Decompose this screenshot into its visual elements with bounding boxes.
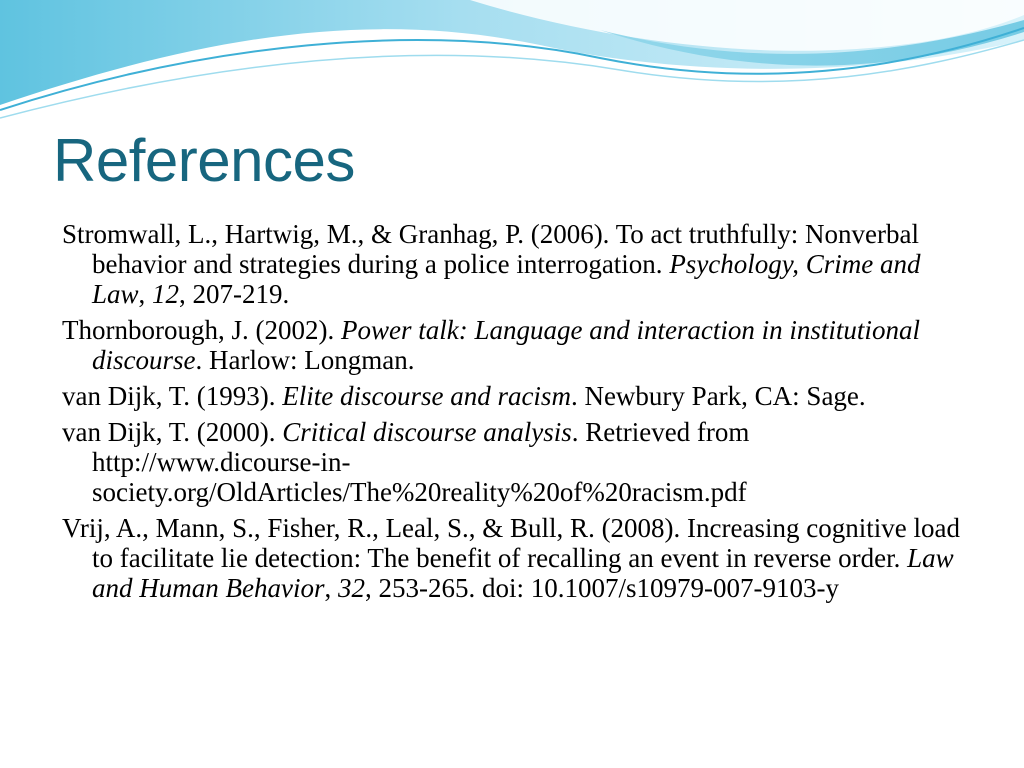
- reference-item: Thornborough, J. (2002). Power talk: Language and interaction in institutional discourse. Harlow: Longman.: [62, 315, 920, 375]
- reference-item: van Dijk, T. (1993). Elite discourse and racism. Newbury Park, CA: Sage.: [62, 381, 866, 411]
- slide-title: References: [53, 127, 355, 194]
- reference-item: Vrij, A., Mann, S., Fisher, R., Leal, S., & Bull, R. (2008). Increasing cognitive load to facilitate lie detection: The benefit of recalling an event in reverse order. Law and Human Behavior, 32, 253-265. doi: 10.1007/s10979-007-9103-y: [62, 513, 960, 603]
- references-list: [62, 219, 962, 609]
- reference-item: van Dijk, T. (2000). Critical discourse analysis. Retrieved from http://www.dicourse-in-society.org/OldArticles/The%20reality%20of%20racism.pdf: [62, 417, 750, 507]
- header-wave-decoration: [0, 0, 1024, 125]
- reference-item: Stromwall, L., Hartwig, M., & Granhag, P. (2006). To act truthfully: Nonverbal behavior and strategies during a police interrogation. Psychology, Crime and Law, 12, 207-219.: [62, 219, 921, 309]
